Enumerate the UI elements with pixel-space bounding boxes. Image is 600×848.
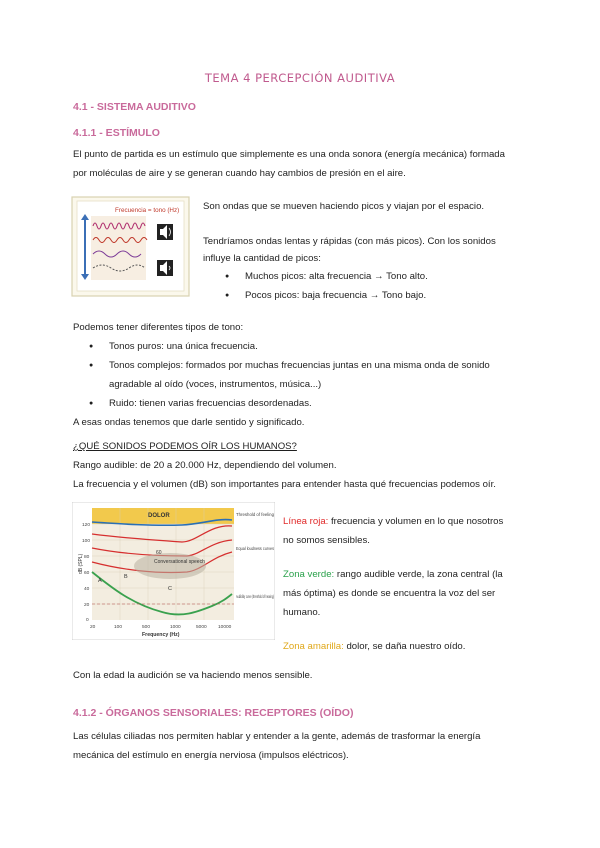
x-tick: 100 bbox=[114, 625, 123, 630]
speaker-soft-icon bbox=[157, 260, 173, 276]
waves-text: Son ondas que se mueven haciendo picos y viajan por el espacio. bbox=[203, 201, 485, 212]
x-tick: 10000 bbox=[218, 625, 232, 630]
pitch-bullet-high: ● Muchos picos: alta frecuencia → Tono alto. bbox=[219, 267, 528, 286]
intro-line: por moléculas de aire y se generan cuando hay cambios de presión en el aire. bbox=[73, 168, 406, 179]
audibility-figure bbox=[72, 502, 275, 640]
section-heading-4-1-1: 4.1.1 - ESTÍMULO bbox=[73, 127, 160, 139]
zone-explanations bbox=[283, 512, 528, 656]
tone-bullet-complex-cont: agradable al oído (voces, instrumentos, música...) bbox=[109, 379, 322, 390]
tone-bullet-noise: ● Ruido: tienen varias frecuencias desordenadas. bbox=[83, 394, 528, 413]
speech-zone bbox=[134, 553, 206, 579]
tone-intro: Podemos tener diferentes tipos de tono: bbox=[73, 322, 244, 333]
point-label-c: C bbox=[168, 586, 172, 592]
yellow-zone-desc: dolor, se daña nuestro oído. bbox=[343, 641, 466, 652]
green-zone-desc-2: más óptima) es donde se encuentra la voz del ser bbox=[283, 588, 496, 599]
equal-loudness-label: Equal loudness curves bbox=[236, 546, 275, 551]
freq-vol-text: La frecuencia y el volumen (dB) son importantes para entender hasta qué frecuencias podemos oír. bbox=[73, 479, 496, 490]
section-heading-4-1-2: 4.1.2 - ÓRGANOS SENSORIALES: RECEPTORES (OÍDO) bbox=[73, 707, 354, 719]
green-zone-desc-3: humano. bbox=[283, 607, 321, 618]
pitch-line: Tendríamos ondas lentas y rápidas (con más picos). Con los sonidos bbox=[203, 236, 496, 247]
pain-label: DOLOR bbox=[148, 513, 170, 519]
frequency-figure-label: Frecuencia = tono (Hz) bbox=[115, 207, 180, 214]
green-zone-label: Zona verde: bbox=[283, 569, 335, 580]
point-label-b: B bbox=[124, 574, 128, 580]
cilia-line: mecánica del estímulo en energía nerviosa (impulsos eléctricos). bbox=[73, 750, 349, 761]
x-axis-label: Frequency (Hz) bbox=[142, 632, 180, 638]
hearing-range-section bbox=[73, 437, 528, 494]
yellow-zone-label: Zona amarilla: bbox=[283, 641, 344, 652]
red-zone-label: Línea roja: bbox=[283, 516, 329, 527]
tone-outro: A esas ondas tenemos que darle sentido y significado. bbox=[73, 417, 305, 428]
x-tick: 5000 bbox=[196, 625, 207, 630]
y-axis-label: dB (SPL) bbox=[78, 553, 84, 574]
red-zone-desc-2: no somos sensibles. bbox=[283, 535, 370, 546]
audibility-curve-label: Audibility curve (threshold of hearing) bbox=[236, 594, 275, 599]
red-zone-text bbox=[283, 512, 528, 531]
curve-label-60: 60 bbox=[156, 550, 162, 556]
tone-types bbox=[73, 318, 528, 432]
y-tick: 20 bbox=[84, 603, 90, 608]
x-tick: 20 bbox=[90, 625, 96, 630]
green-zone-desc: rango audible verde, la zona central (la bbox=[334, 569, 503, 580]
audibility-chart bbox=[72, 502, 275, 640]
frequency-figure bbox=[71, 196, 190, 297]
pitch-bullet-low: ● Pocos picos: baja frecuencia → Tono bajo. bbox=[219, 286, 528, 305]
intro-paragraph bbox=[73, 145, 528, 183]
y-tick: 40 bbox=[84, 587, 90, 592]
green-zone-text bbox=[283, 565, 528, 584]
pitch-paragraph bbox=[203, 233, 528, 305]
y-tick: 60 bbox=[84, 571, 90, 576]
y-tick: 0 bbox=[86, 618, 89, 623]
section-heading-4-1: 4.1 - SISTEMA AUDITIVO bbox=[73, 101, 196, 113]
tone-bullet-pure: ● Tonos puros: una única frecuencia. bbox=[83, 337, 528, 356]
yellow-zone-text bbox=[283, 637, 528, 656]
y-tick: 80 bbox=[84, 555, 90, 560]
conversational-speech-label: Conversational speech bbox=[154, 559, 205, 565]
point-label-a: A bbox=[98, 578, 102, 584]
age-text: Con la edad la audición se va haciendo menos sensible. bbox=[73, 670, 313, 681]
tone-bullet-complex: ● Tonos complejos: formados por muchas frecuencias juntas en una misma onda de sonido bbox=[83, 356, 528, 375]
x-tick: 1000 bbox=[170, 625, 181, 630]
cilia-line: Las células ciliadas nos permiten hablar y entender a la gente, además de trasformar la energía bbox=[73, 731, 481, 742]
y-tick: 120 bbox=[82, 523, 91, 528]
page-title: TEMA 4 PERCEPCIÓN AUDITIVA bbox=[204, 71, 396, 85]
speaker-loud-icon bbox=[157, 224, 173, 240]
y-tick: 100 bbox=[82, 539, 91, 544]
threshold-feeling-label: Threshold of feeling bbox=[236, 512, 275, 517]
frequency-figure-graphic bbox=[71, 196, 190, 297]
range-text: Rango audible: de 20 a 20.000 Hz, dependiendo del volumen. bbox=[73, 460, 337, 471]
intro-line: El punto de partida es un estímulo que simplemente es una onda sonora (energía mecánica) formada bbox=[73, 149, 505, 160]
question-heading: ¿QUÉ SONIDOS PODEMOS OÍR LOS HUMANOS? bbox=[73, 441, 297, 452]
cilia-paragraph bbox=[73, 727, 528, 765]
red-zone-desc: frecuencia y volumen en lo que nosotros bbox=[328, 516, 504, 527]
x-tick: 500 bbox=[142, 625, 151, 630]
pitch-line: influye la cantidad de picos: bbox=[203, 253, 321, 264]
